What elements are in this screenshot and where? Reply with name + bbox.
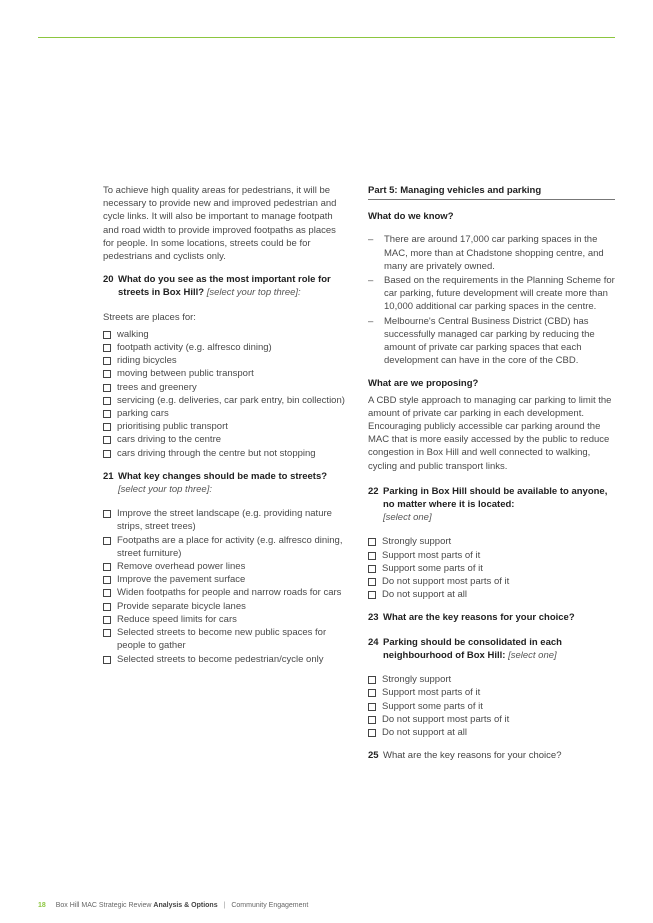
propose-paragraph: A CBD style approach to managing car parking to limit the amount of private car parking in each development. Encouraging publicly accessible car parking around the MAC that is more easily accessed by the public to reduce congestion in Box Hill and well connected to walking, cycling and public transport links. (368, 394, 612, 472)
q20-options (103, 328, 349, 460)
checkbox-option[interactable]: Do not support most parts of it (368, 575, 615, 588)
q21-options (103, 507, 349, 665)
checkbox-option[interactable]: moving between public transport (103, 367, 349, 380)
q22-options (368, 535, 615, 601)
checkbox-icon[interactable] (368, 716, 376, 724)
question-text: What are the key reasons for your choice? (383, 612, 575, 624)
question-22 (368, 485, 615, 525)
part-5-title: Part 5: Managing vehicles and parking (368, 184, 615, 200)
checkbox-icon[interactable] (368, 689, 376, 697)
checkbox-icon[interactable] (368, 591, 376, 599)
checkbox-option[interactable]: Support some parts of it (368, 700, 615, 713)
dash-icon: – (368, 275, 374, 287)
checkbox-option[interactable]: Footpaths are a place for activity (e.g. alfresco dining, street furniture) (103, 534, 349, 560)
propose-heading: What are we proposing? (368, 378, 479, 390)
checkbox-option[interactable]: Improve the street landscape (e.g. providing nature strips, street trees) (103, 507, 349, 533)
checkbox-icon[interactable] (103, 576, 111, 584)
checkbox-icon[interactable] (103, 436, 111, 444)
list-item: – Melbourne's Central Business District (CBD) has successfully managed car parking by reducing the amount of private car parking spaces that each development can have in the core of the CBD. (368, 315, 595, 367)
checkbox-option[interactable]: Improve the pavement surface (103, 573, 349, 586)
checkbox-option[interactable]: footpath activity (e.g. alfresco dining) (103, 341, 349, 354)
checkbox-option[interactable]: servicing (e.g. deliveries, car park entry, bin collection) (103, 394, 349, 407)
question-text: Parking should be consolidated in each neighbourhood of Box Hill: (383, 636, 562, 661)
checkbox-icon[interactable] (368, 703, 376, 711)
doc-title: Box Hill MAC Strategic Review (55, 902, 152, 909)
checkbox-icon[interactable] (368, 565, 376, 573)
question-23 (368, 611, 615, 624)
question-hint: [select one] (508, 649, 557, 661)
checkbox-option[interactable]: cars driving to the centre (103, 433, 349, 446)
checkbox-icon[interactable] (103, 384, 111, 392)
checkbox-option[interactable]: Do not support most parts of it (368, 713, 615, 726)
checkbox-option[interactable]: Strongly support (368, 673, 615, 686)
checkbox-icon[interactable] (103, 616, 111, 624)
question-number: 21 (103, 470, 114, 482)
question-text: What do you see as the most important role for streets in Box Hill? (118, 274, 331, 299)
page-footer (38, 899, 308, 912)
know-heading: What do we know? (368, 211, 454, 223)
checkbox-option[interactable]: prioritising public transport (103, 420, 349, 433)
list-item: – There are around 17,000 car parking spaces in the MAC, more than at Chadstone shopping centre, and many are privately owned. (368, 234, 604, 272)
checkbox-icon[interactable] (103, 603, 111, 611)
checkbox-option[interactable]: Selected streets to become pedestrian/cycle only (103, 653, 349, 666)
checkbox-option[interactable]: cars driving through the centre but not stopping (103, 447, 349, 460)
checkbox-option[interactable]: Support most parts of it (368, 686, 615, 699)
subsection-name: Community Engagement (231, 902, 309, 909)
checkbox-icon[interactable] (103, 510, 111, 518)
checkbox-icon[interactable] (103, 563, 111, 571)
question-20 (103, 273, 349, 299)
page-number: 18 (38, 902, 46, 909)
checkbox-icon[interactable] (103, 589, 111, 597)
intro-paragraph: To achieve high quality areas for pedestrians, it will be necessary to provide new and improved pedestrian and cycle links. It will also be important to manage footpath and road width to provide improved footpaths as places for people. In some locations, streets could be for pedestrians and cyclists only. (103, 185, 337, 263)
question-25 (368, 749, 615, 762)
streets-lead: Streets are places for: (103, 311, 196, 323)
header-rule (38, 37, 615, 38)
q24-options (368, 673, 615, 739)
question-hint: [select your top three]: (206, 287, 301, 299)
question-text: What are the key reasons for your choice? (383, 750, 562, 762)
footer-separator: | (223, 902, 226, 909)
checkbox-option[interactable]: Remove overhead power lines (103, 560, 349, 573)
checkbox-option[interactable]: Provide separate bicycle lanes (103, 600, 349, 613)
checkbox-icon[interactable] (103, 357, 111, 365)
question-hint: [select one] (383, 512, 432, 524)
checkbox-option[interactable]: Widen footpaths for people and narrow roads for cars (103, 586, 349, 599)
know-list (368, 233, 615, 367)
checkbox-icon[interactable] (103, 410, 111, 418)
question-number: 25 (368, 750, 379, 762)
list-item: – Based on the requirements in the Planning Scheme for car parking, future development will create more than 10,000 additional car parking spaces in the centre. (368, 275, 615, 313)
left-column (103, 184, 349, 676)
dash-icon: – (368, 315, 374, 327)
question-hint: [select your top three]: (118, 484, 212, 496)
checkbox-icon[interactable] (103, 656, 111, 664)
checkbox-option[interactable]: riding bicycles (103, 354, 349, 367)
checkbox-option[interactable]: Do not support at all (368, 726, 615, 739)
checkbox-icon[interactable] (103, 397, 111, 405)
question-text: Parking in Box Hill should be available to anyone, no matter where it is located: (383, 485, 608, 511)
checkbox-icon[interactable] (368, 552, 376, 560)
question-number: 24 (368, 636, 379, 648)
checkbox-option[interactable]: Strongly support (368, 535, 615, 548)
checkbox-icon[interactable] (103, 370, 111, 378)
question-21 (103, 470, 349, 496)
right-column (368, 184, 615, 773)
checkbox-option[interactable]: Reduce speed limits for cars (103, 613, 349, 626)
checkbox-option[interactable]: walking (103, 328, 349, 341)
checkbox-icon[interactable] (368, 578, 376, 586)
checkbox-icon[interactable] (103, 423, 111, 431)
checkbox-icon[interactable] (103, 331, 111, 339)
question-number: 22 (368, 485, 379, 497)
checkbox-option[interactable]: Support most parts of it (368, 549, 615, 562)
dash-icon: – (368, 234, 374, 246)
question-text: What key changes should be made to streets? (118, 470, 328, 482)
checkbox-icon[interactable] (368, 729, 376, 737)
question-24 (368, 636, 615, 662)
section-name: Analysis & Options (153, 902, 218, 909)
checkbox-icon[interactable] (103, 537, 111, 545)
question-number: 23 (368, 612, 379, 624)
checkbox-option[interactable]: Selected streets to become new public spaces for people to gather (103, 626, 349, 652)
checkbox-icon[interactable] (368, 538, 376, 546)
checkbox-option[interactable]: parking cars (103, 407, 349, 420)
checkbox-icon[interactable] (103, 344, 111, 352)
checkbox-option[interactable]: trees and greenery (103, 381, 349, 394)
checkbox-option[interactable]: Do not support at all (368, 588, 615, 601)
checkbox-icon[interactable] (103, 450, 111, 458)
checkbox-icon[interactable] (103, 629, 111, 637)
checkbox-option[interactable]: Support some parts of it (368, 562, 615, 575)
question-number: 20 (103, 274, 114, 286)
checkbox-icon[interactable] (368, 676, 376, 684)
